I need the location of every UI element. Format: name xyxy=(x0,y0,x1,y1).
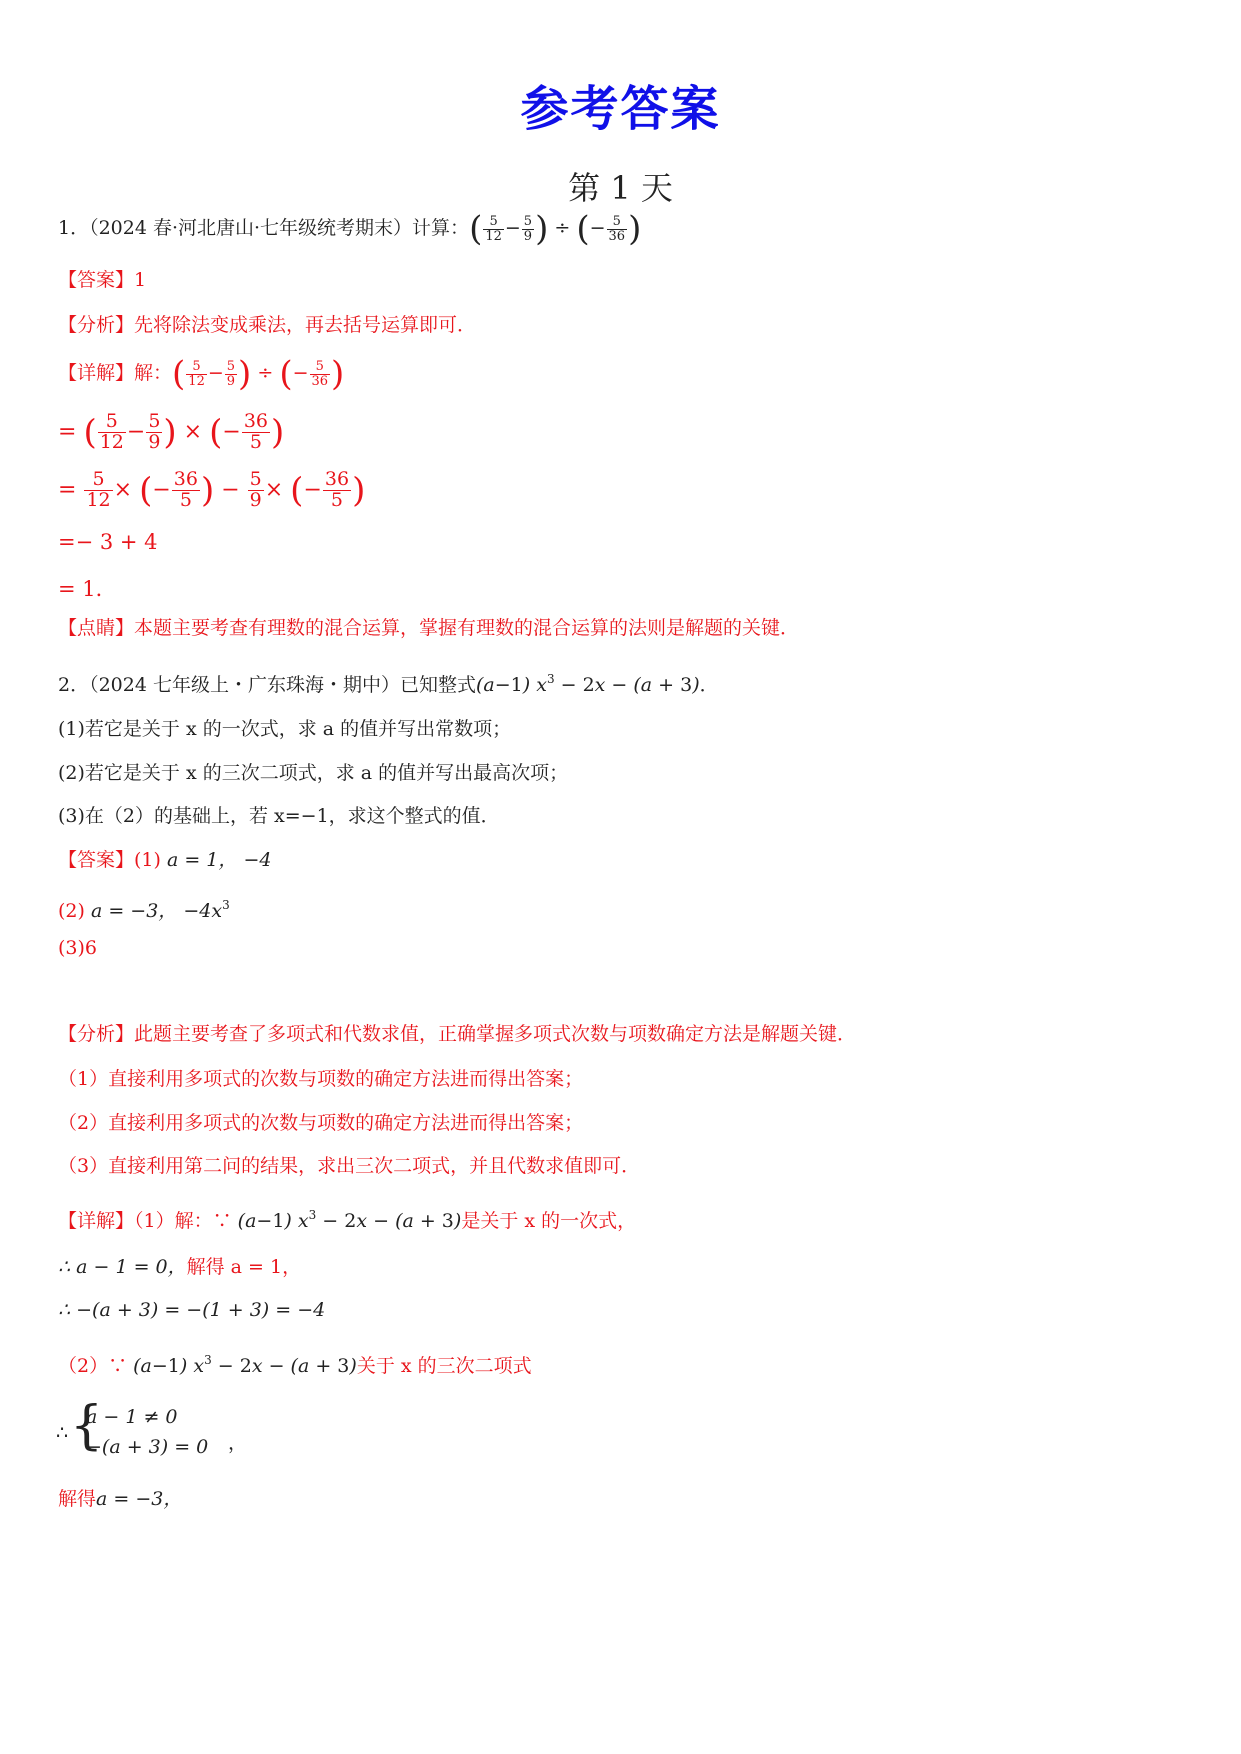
answer-value: a = −3， −4x xyxy=(90,900,223,922)
q2-stem: 2．（2024 七年级上・广东珠海・期中）已知整式(a−1) $x^3 - 2x - (a + 3)$． xyxy=(58,672,719,696)
system-eq-2: −(a + 3) = 0 xyxy=(86,1436,209,1458)
system-comma: ， xyxy=(228,1432,248,1454)
detail-label: （2）∵ xyxy=(58,1355,128,1377)
q1-analysis xyxy=(58,310,476,340)
q2-sub1: (1)若它是关于 x 的一次式，求 a 的值并写出常数项； xyxy=(58,718,512,740)
therefore-symbol: ∴ xyxy=(56,1422,69,1444)
answer-label: (2) xyxy=(58,900,85,922)
q2-detail-2 xyxy=(58,1252,301,1282)
analysis-text: 此题主要考查了多项式和代数求值，正确掌握多项式次数与项数确定方法是解题关键． xyxy=(134,1023,857,1045)
system-eq-1: a − 1 ≠ 0 xyxy=(86,1406,178,1428)
comment-text: 本题主要考查有理数的混合运算，掌握有理数的混合运算的法则是解题的关键． xyxy=(134,617,800,639)
detail-solve: 解得 a = 1， xyxy=(186,1256,302,1278)
q1-step3: =− 3 + 4 xyxy=(58,530,158,554)
q1-step2: = $\frac{5}{12}$ × (− $\frac{36}{5}$ ) − $\frac{5}{9}$ × (− $\frac{36}{5}$ ) xyxy=(58,468,366,511)
analysis-tag: 【分析】 xyxy=(58,1023,135,1045)
day-heading: 第 1 天 xyxy=(568,169,673,207)
answer-value: a = 1， −4 xyxy=(166,849,272,871)
q2-detail-4: （2）∵ (a−1) $x^3 - 2x - (a + 3)$关于 x 的三次二项式 xyxy=(58,1353,532,1377)
comment-tag: 【点睛】 xyxy=(58,617,135,639)
analysis-text: 先将除法变成乘法，再去括号运算即可． xyxy=(134,314,477,336)
q1-comment xyxy=(58,613,799,643)
q2-sub2: (2)若它是关于 x 的三次二项式，求 a 的值并写出最高次项； xyxy=(58,762,569,784)
q2-prefix: 2．（2024 七年级上・广东珠海・期中）已知整式 xyxy=(58,674,476,696)
final-value: a = −3， xyxy=(96,1488,183,1510)
q1-answer xyxy=(58,265,146,295)
analysis-tag: 【分析】 xyxy=(58,314,135,336)
q2-final xyxy=(58,1484,182,1514)
q2-detail-1: 【详解】（1）解：∵ (a−1) $x^3 - 2x - (a + 3)$是关于 x 的一次式， xyxy=(58,1208,637,1232)
detail-tag: 【详解】 xyxy=(58,362,135,384)
q1-stem: 1．（2024 春·河北唐山·七年级统考期末）计算：( $\frac{5}{12}$ − $\frac{5}{9}$ ) ÷ (− $\frac{5}{36}$ ) xyxy=(58,209,642,249)
detail-tail: 是关于 x 的一次式， xyxy=(461,1210,637,1232)
q2-analysis-2: （2）直接利用多项式的次数与项数的确定方法进而得出答案； xyxy=(58,1112,584,1134)
q2-detail-3: ∴ −(a + 3) = −(1 + 3) = −4 xyxy=(58,1299,326,1321)
system-brace: { xyxy=(70,1396,104,1456)
detail-tag: 【详解】 xyxy=(58,1210,135,1232)
answer-value: 1 xyxy=(134,269,147,291)
detail-eq: ∴ a − 1 = 0， xyxy=(58,1256,187,1278)
q2-analysis-1: （1）直接利用多项式的次数与项数的确定方法进而得出答案； xyxy=(58,1068,584,1090)
answer-label: (1) xyxy=(134,849,161,871)
q1-detail: 【详解】解：( $\frac{5}{12}$ − $\frac{5}{9}$ ) ÷ (− $\frac{5}{36}$ ) xyxy=(58,354,345,394)
answer-tag: 【答案】 xyxy=(58,849,135,871)
q1-step1: = ( $\frac{5}{12}$ − $\frac{5}{9}$ ) × (− $\frac{36}{5}$ ) xyxy=(58,410,285,453)
page-title: 参考答案 xyxy=(520,81,721,137)
detail-intro: 解： xyxy=(134,362,173,384)
detail-text: （1）解：∵ xyxy=(134,1210,232,1232)
q2-answer-1 xyxy=(58,845,271,875)
q2-answer-3: (3)6 xyxy=(58,937,98,959)
q1-step4: = 1． xyxy=(58,577,117,601)
q2-sub3: (3)在（2）的基础上，若 x=−1，求这个整式的值． xyxy=(58,805,500,827)
final-label: 解得 xyxy=(58,1488,97,1510)
q2-analysis xyxy=(58,1019,856,1049)
q1-prefix: 1．（2024 春·河北唐山·七年级统考期末）计算： xyxy=(58,217,470,239)
detail-tail: 关于 x 的三次二项式 xyxy=(356,1355,532,1377)
q2-answer-2: (2) a = −3， $-4x^3$ xyxy=(58,898,230,922)
q2-analysis-3: （3）直接利用第二问的结果，求出三次二项式，并且代数求值即可． xyxy=(58,1155,641,1177)
answer-tag: 【答案】 xyxy=(58,269,135,291)
